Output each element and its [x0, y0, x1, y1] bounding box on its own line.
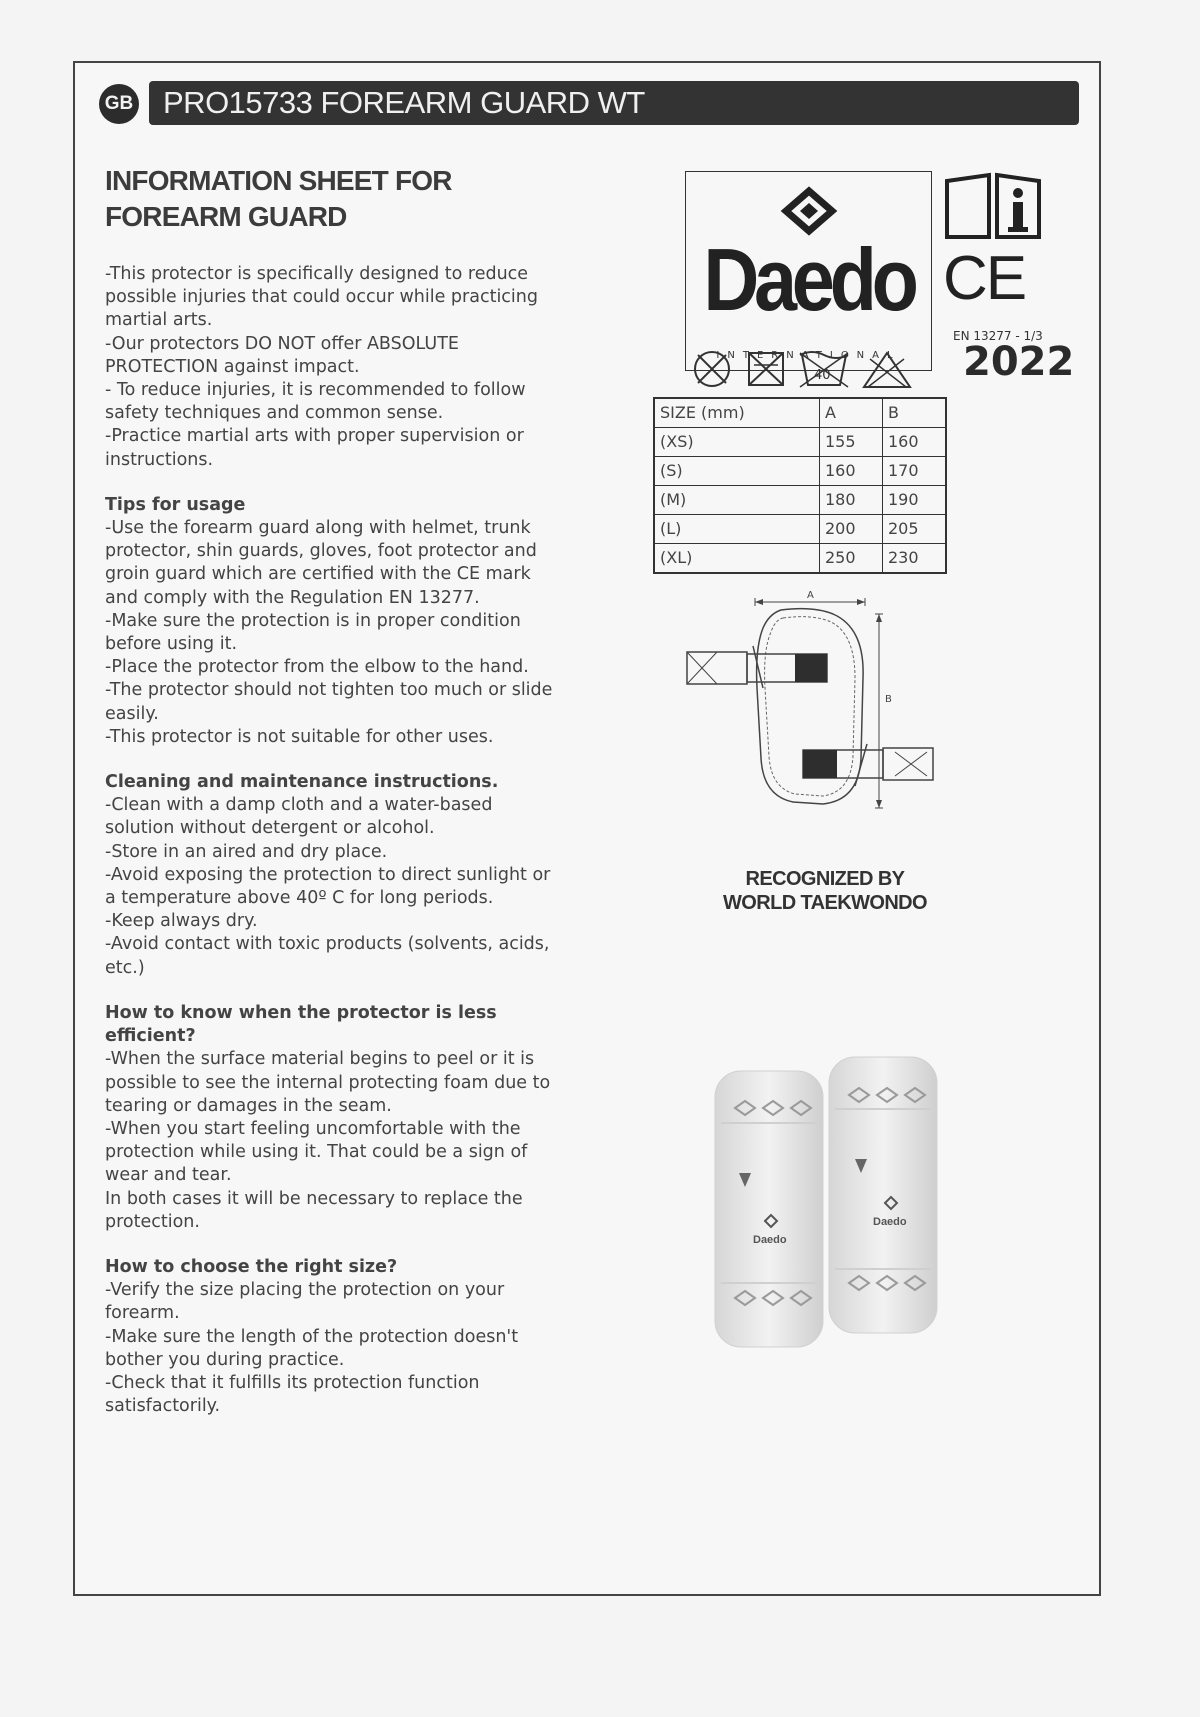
section-text-sizing: -Verify the size placing the protection on your forearm. -Make sure the length of the protection doesn't bother you during practice. -Check that it fulfills its protection function satisfactorily. [105, 1280, 519, 1417]
intro-text: -This protector is specifically designed to reduce possible injuries that could occur while practicing martial arts. -Our protectors DO NOT offer ABSOLUTE PROTECTION against impact. - To reduce injuries, it is recommended to follow safety techniques and common sense. -Practice martial arts with proper supervision or instructions. [105, 264, 538, 470]
table-row [654, 515, 946, 544]
production-year: 2022 [963, 339, 1075, 385]
size-cell: (XL) [654, 544, 820, 574]
sizing-section [105, 1256, 645, 1418]
heading-line-2: FOREARM GUARD [105, 201, 347, 232]
no-bleach-icon [864, 353, 910, 387]
size-table [653, 397, 947, 574]
recognized-by [675, 867, 975, 915]
a-cell: 155 [820, 428, 883, 457]
table-header-row [654, 398, 946, 428]
a-cell: 250 [820, 544, 883, 574]
b-cell: 190 [883, 486, 947, 515]
information-book-icon [943, 171, 1043, 241]
daedo-subtitle: INTERNATIONAL [716, 350, 901, 361]
guard-left-brand: Daedo [753, 1234, 787, 1246]
tips-section [105, 494, 645, 749]
cleaning-section [105, 771, 645, 980]
header-size: SIZE (mm) [654, 398, 820, 428]
section-text-cleaning: -Clean with a damp cloth and a water-based solution without detergent or alcohol. -Store in an aired and dry place. -Avoid exposing the protection to direct sunlight or a temperature above 40º C for long periods. -Keep always dry. -Avoid contact with toxic products (solvents, acids, etc.) [105, 795, 551, 978]
section-title-cleaning: Cleaning and maintenance instructions. [105, 772, 499, 793]
left-column [105, 163, 645, 1440]
size-cell: (S) [654, 457, 820, 486]
a-cell: 180 [820, 486, 883, 515]
product-title: PRO15733 FOREARM GUARD WT [149, 81, 1079, 125]
table-row [654, 457, 946, 486]
table-row [654, 544, 946, 574]
b-cell: 205 [883, 515, 947, 544]
table-row [654, 428, 946, 457]
guard-right [829, 1057, 937, 1333]
a-cell: 200 [820, 515, 883, 544]
daedo-diamond-icon [778, 186, 840, 236]
ce-mark: CE [943, 244, 1026, 313]
size-cell: (M) [654, 486, 820, 515]
header-a: A [820, 398, 883, 428]
intro-section [105, 263, 645, 472]
guard-right-brand: Daedo [873, 1216, 907, 1228]
header-b: B [883, 398, 947, 428]
wash-40-icon [800, 352, 848, 387]
size-cell: (XS) [654, 428, 820, 457]
guard-left [715, 1071, 823, 1347]
main-heading [105, 163, 645, 235]
no-tumble-dry-icon [749, 353, 783, 385]
recognized-line-2: WORLD TAEKWONDO [723, 892, 927, 914]
country-badge: GB [99, 84, 139, 124]
a-cell: 160 [820, 457, 883, 486]
section-text-efficiency: -When the surface material begins to peel or it is possible to see the internal protecting foam due to tearing or damages in the seam. -When you start feeling uncomfortable with the protection while using it. That could be a sign of wear and tear. In both cases it will be necessary to replace the protection. [105, 1049, 551, 1232]
dimension-b-label: B [885, 694, 892, 705]
information-sheet [73, 61, 1101, 1596]
size-cell: (L) [654, 515, 820, 544]
table-row [654, 486, 946, 515]
daedo-logo [685, 171, 932, 371]
header [99, 81, 1079, 125]
b-cell: 160 [883, 428, 947, 457]
care-symbols [692, 345, 952, 395]
efficiency-section [105, 1002, 645, 1234]
section-title-sizing: How to choose the right size? [105, 1256, 398, 1277]
b-cell: 170 [883, 457, 947, 486]
no-dry-clean-icon [695, 352, 729, 386]
section-title-tips: Tips for usage [105, 494, 246, 515]
forearm-guard-photo [705, 1053, 945, 1353]
wash-temp-label: 40 [814, 368, 831, 383]
heading-line-1: INFORMATION SHEET FOR [105, 165, 452, 196]
b-cell: 230 [883, 544, 947, 574]
guard-measurement-diagram [683, 588, 943, 818]
en-standard: EN 13277 - 1/3 [953, 329, 1043, 343]
dimension-a-label: A [807, 590, 814, 601]
section-text-tips: -Use the forearm guard along with helmet, trunk protector, shin guards, gloves, foot protector and groin guard which are certified with the CE mark and comply with the Regulation EN 13277. -Make sure the protection is in proper condition before using it. -Place the protector from the elbow to the hand. -The protector should not tighten too much or slide easily. -This protector is not suitable for other uses. [105, 518, 553, 747]
recognized-line-1: RECOGNIZED BY [745, 868, 905, 890]
daedo-wordmark: Daedo [703, 230, 914, 329]
section-title-efficiency: How to know when the protector is less efficient? [105, 1002, 497, 1047]
